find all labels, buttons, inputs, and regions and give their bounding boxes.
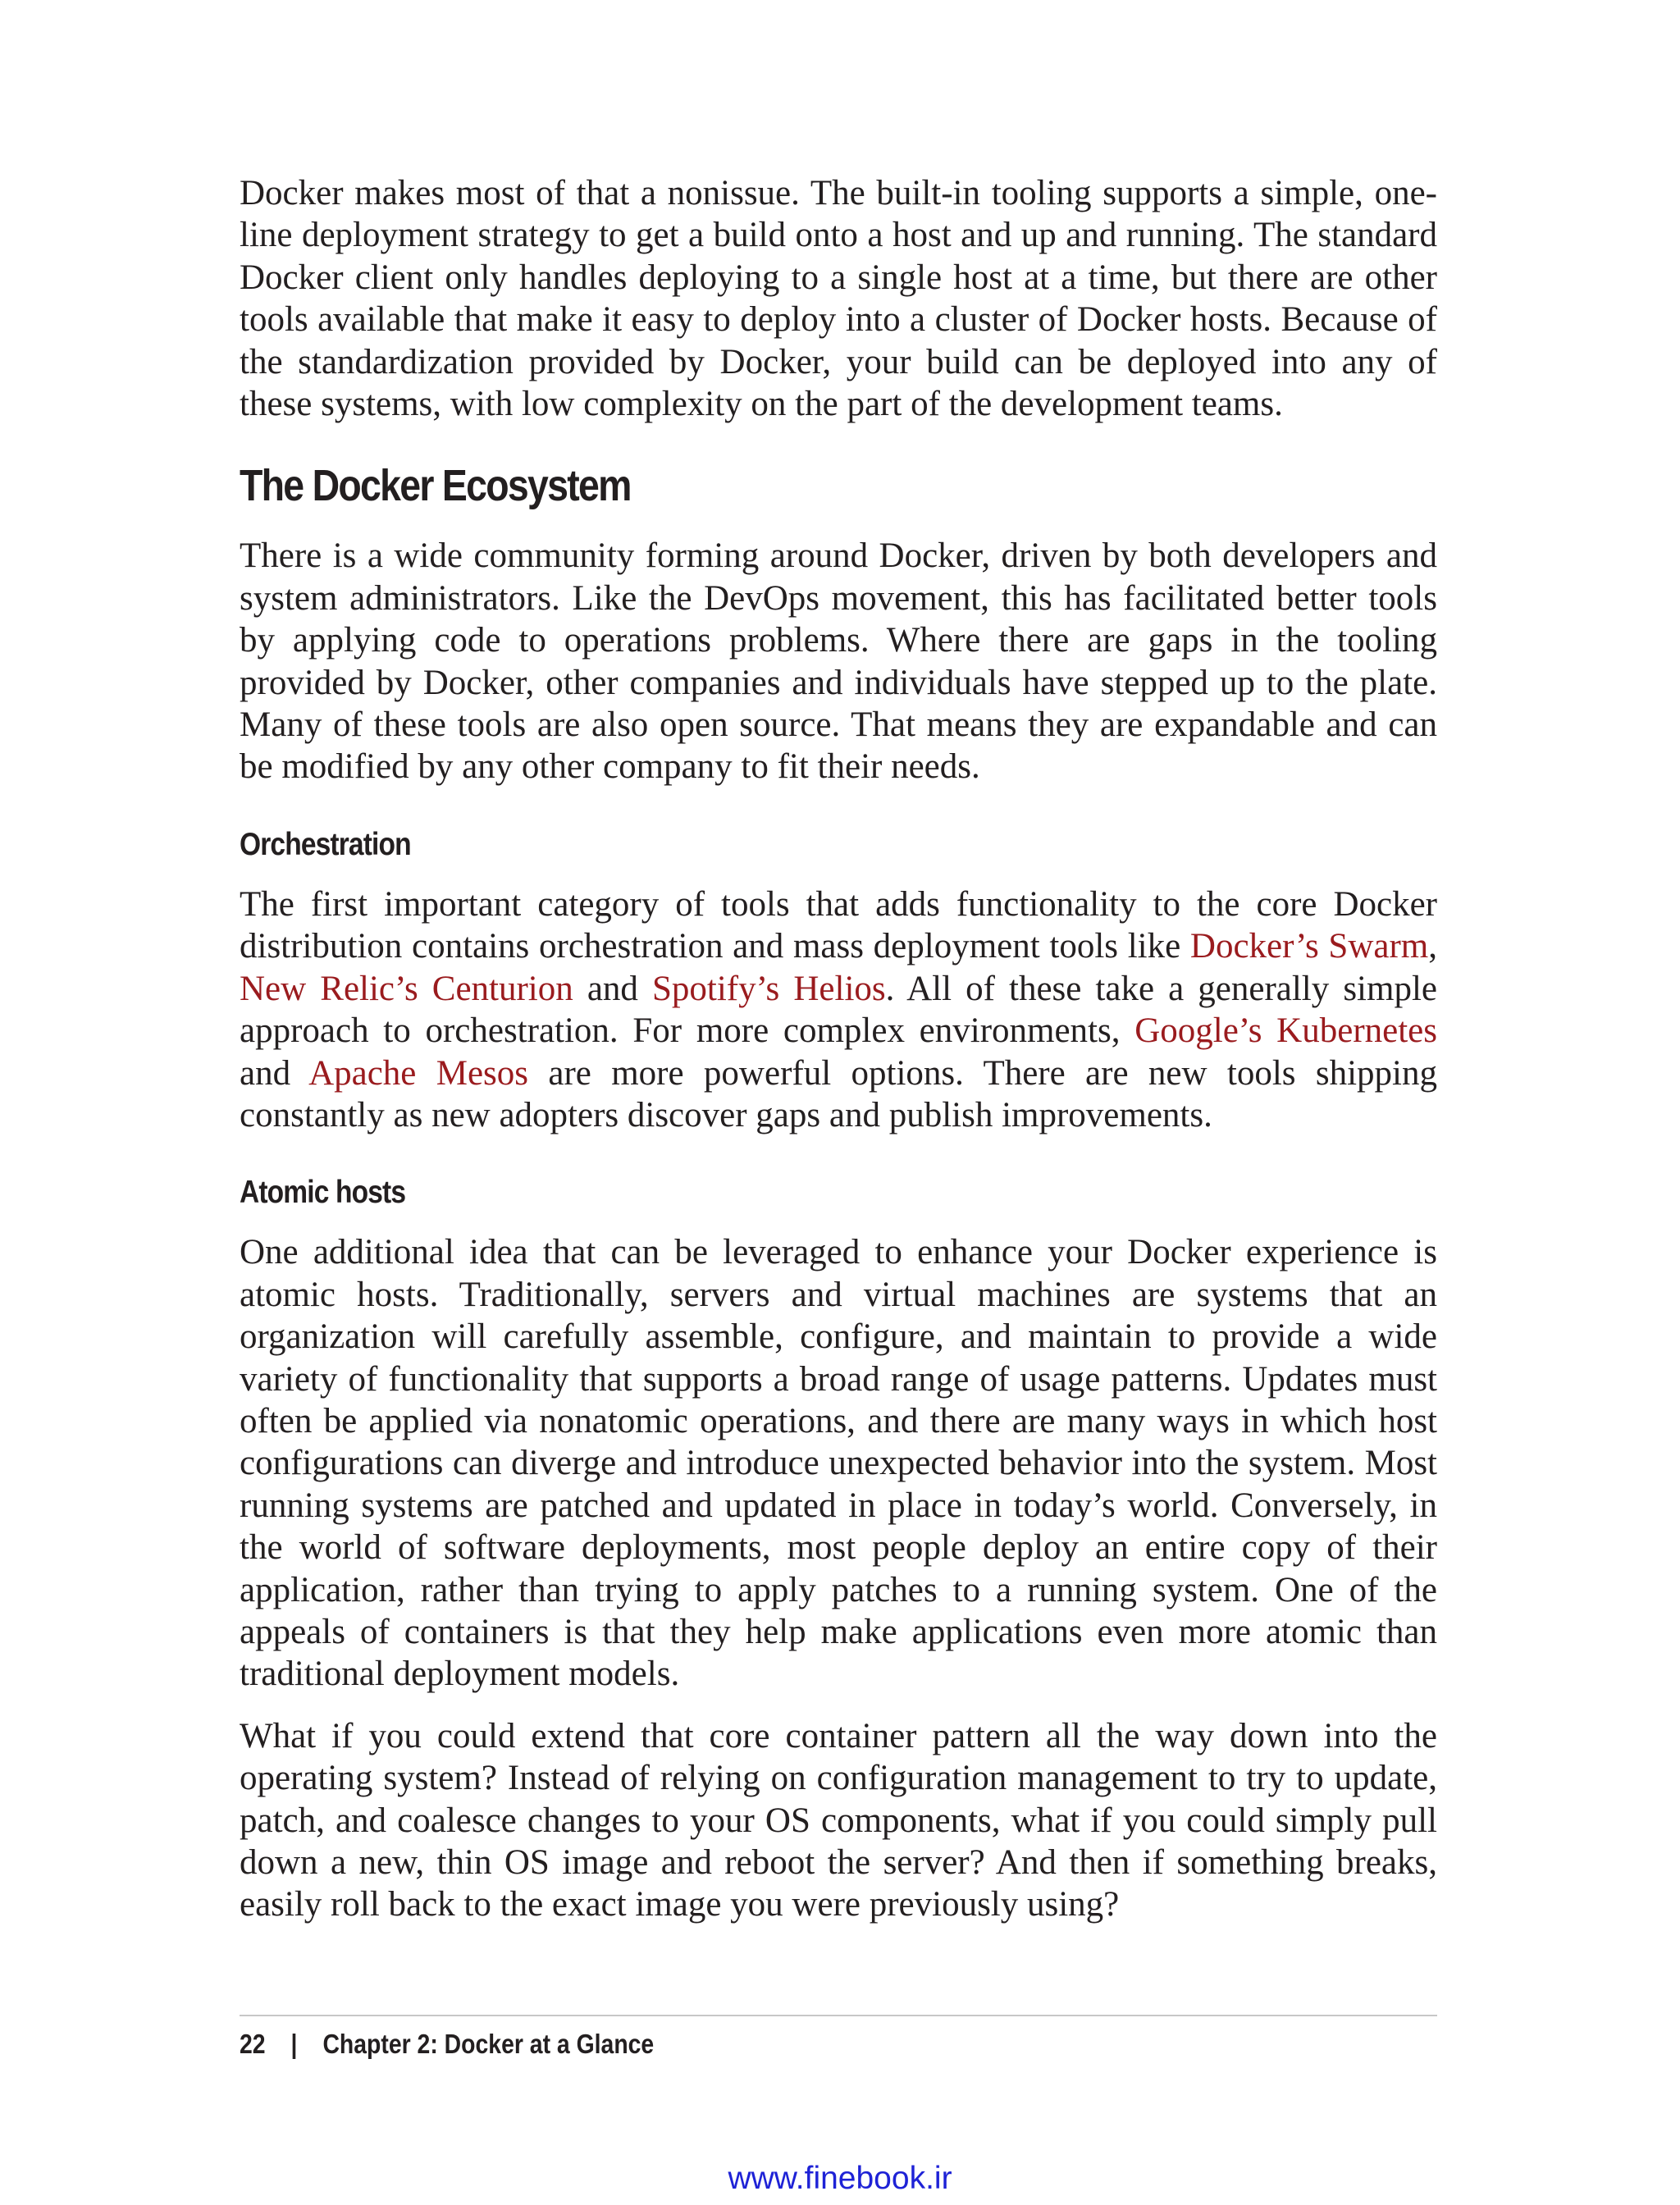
intro-paragraph: Docker makes most of that a nonissue. The built-in tooling supports a simple, one-line deployment strategy to get a build onto a host and up and running. The standard Docker client only handles deploying to a single host at a time, but there are other tools available that make it easy to deploy into a cluster of Docker hosts. Because of the standardization provided by Docker, your build can be deployed into any of these systems, with low complexity on the part of the development teams. bbox=[240, 174, 1437, 424]
ecosystem-paragraph: There is a wide community forming around Docker, driven by both developers and system administrators. Like the DevOps movement, this has facilitated better tools by applying code to operations problems. Where there are gaps in the tooling provided by Docker, other companies and individuals have stepped up to the plate. Many of these tools are also open source. That means they are expandable and can be modified by any other company to fit their needs. bbox=[240, 536, 1437, 787]
orchestration-text: The first important category of tools that adds functionality to the core Docker distribution contains orchestration and mass deployment tools like bbox=[240, 884, 1437, 966]
link-apache-mesos[interactable]: Apache Mesos bbox=[308, 1053, 529, 1093]
orchestration-text: and bbox=[240, 1053, 309, 1093]
atomic-hosts-paragraph-1: One additional idea that can be leveraged to enhance your Docker experience is atomic hosts. Traditionally, servers and virtual machines are systems that an organization will carefully assemble, configure, and maintain to provide a wide variety of functionality that supports a broad range of usage patterns. Updates must often be applied via nonatomic operations, and there are many ways in which host configurations can diverge and introduce unexpected behavior into the system. Most running systems are patched and updated in place in today’s world. Conversely, in the world of software deployments, most people deploy an entire copy of their application, rather than trying to apply patches to a running system. One of the appeals of containers is that they help make applications even more atomic than traditional deployment models. bbox=[240, 1233, 1437, 1694]
section-title: The Docker Ecosystem bbox=[240, 461, 631, 511]
link-docker-swarm[interactable]: Docker’s Swarm bbox=[1189, 927, 1429, 966]
orchestration-heading: Orchestration bbox=[240, 826, 411, 862]
atomic-hosts-paragraph-2: What if you could extend that core container pattern all the way down into the operating system? Instead of relying on configuration management to try to update, patch, and coalesce changes to your OS components, what if you could simply pull down a new, thin OS image and reboot the server? And then if something breaks, easily roll back to the exact image you were previously using? bbox=[240, 1716, 1437, 1924]
link-google-kubernetes[interactable]: Google’s Kubernetes bbox=[1134, 1011, 1437, 1051]
link-new-relic-centurion[interactable]: New Relic’s Centurion bbox=[240, 969, 573, 1008]
orchestration-text: and bbox=[573, 969, 652, 1008]
footer-separator: | bbox=[290, 2029, 298, 2059]
orchestration-text: . All of these take a generally simple approach to orchestration. For more complex environments, bbox=[240, 969, 1437, 1051]
orchestration-text: are more powerful options. There are new tools shipping constantly as new adopters discover gaps and publish improvements. bbox=[240, 1053, 1437, 1134]
page-footer bbox=[240, 2026, 654, 2062]
chapter-title: Chapter 2: Docker at a Glance bbox=[322, 2029, 655, 2059]
footer-divider bbox=[240, 2015, 1437, 2016]
page-number: 22 bbox=[240, 2029, 266, 2059]
page-content bbox=[240, 172, 1437, 1926]
watermark-link[interactable]: www.finebook.ir bbox=[728, 2161, 952, 2196]
atomic-hosts-heading: Atomic hosts bbox=[240, 1175, 406, 1211]
link-spotify-helios[interactable]: Spotify’s Helios bbox=[651, 969, 886, 1008]
orchestration-text: , bbox=[1428, 927, 1438, 966]
orchestration-paragraph bbox=[240, 883, 1437, 1136]
